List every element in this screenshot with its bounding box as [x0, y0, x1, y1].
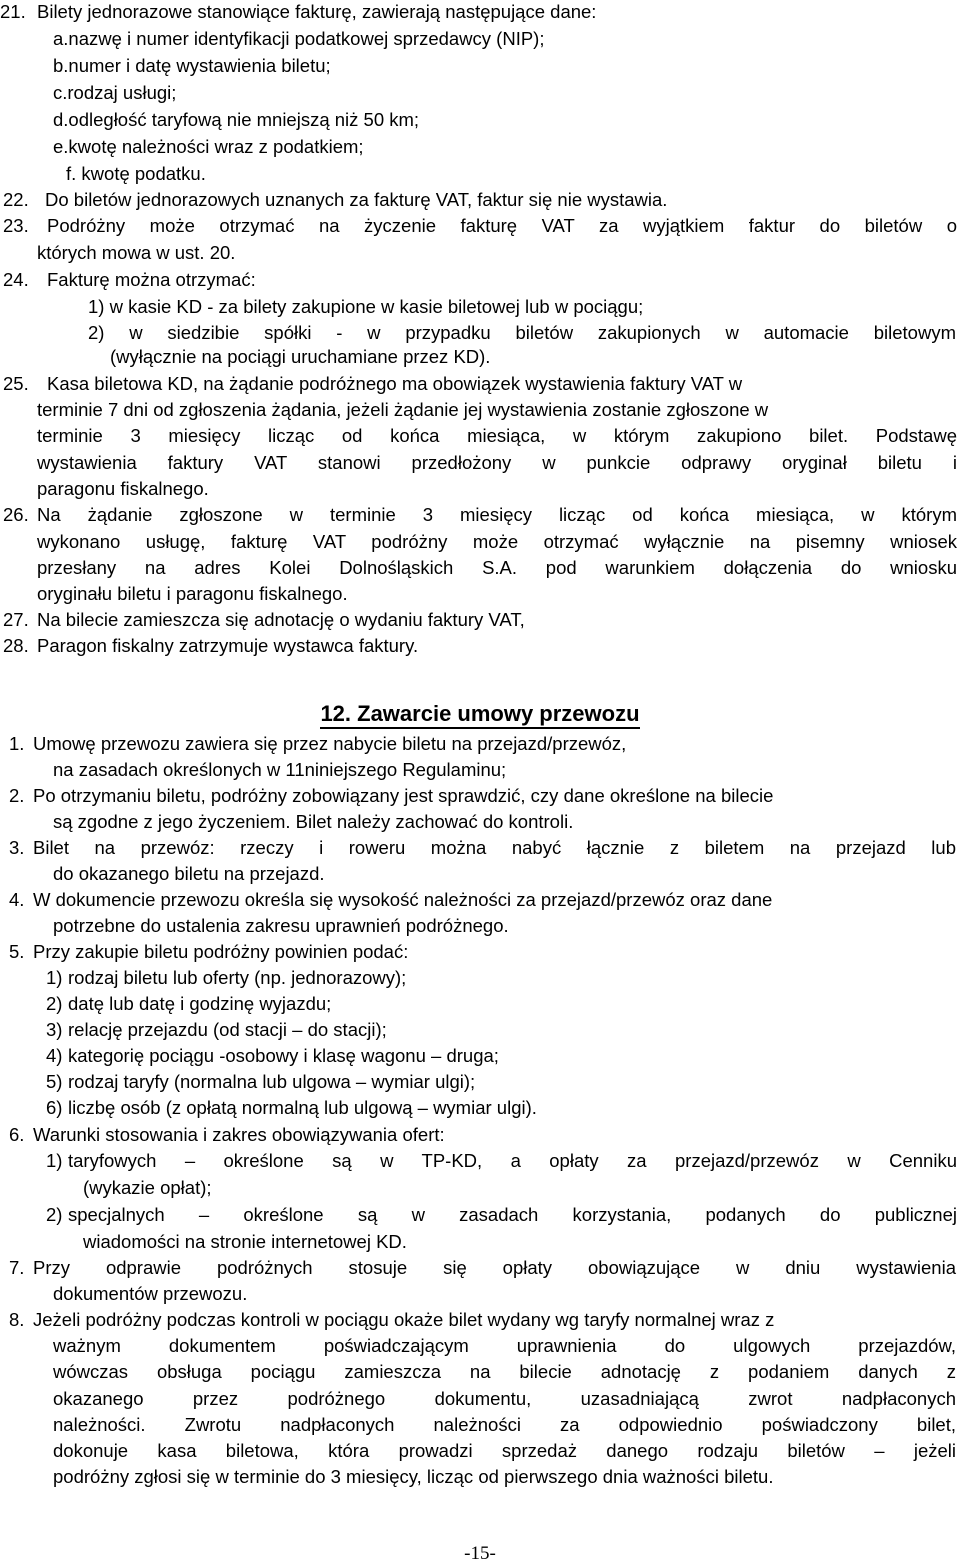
item-number: 1. [9, 733, 25, 754]
subitem-number: 6) [46, 1097, 63, 1118]
item-text: których mowa w ust. 20. [37, 242, 236, 263]
subitem-number: 1) [46, 967, 63, 988]
item-text: Na żądanie zgłoszone w terminie 3 miesięcy licząc od końca miesiąca, w którym [37, 504, 957, 525]
item-text: na zasadach określonych w 11niniejszego Regulaminu; [53, 759, 507, 780]
subitem-text: (wykazie opłat); [83, 1177, 212, 1198]
subitem-number: 3) [46, 1019, 63, 1040]
section-heading [0, 701, 960, 727]
item-number: 24. [3, 269, 29, 290]
item-text: Podróżny może otrzymać na życzenie fakturę VAT za wyjątkiem faktur do biletów o [47, 215, 957, 236]
item-number: 7. [9, 1257, 25, 1278]
subitem-number: 4) [46, 1045, 63, 1066]
subitem-number: 2) [46, 993, 63, 1014]
subitem-text: b.numer i datę wystawienia biletu; [53, 55, 331, 76]
item-text: Przy zakupie biletu podróżny powinien podać: [33, 941, 409, 962]
item-text: okazanego przez podróżnego dokumentu, uzasadniającą zwrot nadpłaconych [53, 1388, 956, 1409]
item-text: Bilety jednorazowe stanowiące fakturę, zawierają następujące dane: [37, 1, 597, 22]
item-text: potrzebne do ustalenia zakresu uprawnień podróżnego. [53, 915, 509, 936]
item-text: Warunki stosowania i zakres obowiązywania ofert: [33, 1124, 445, 1145]
item-text: ważnym dokumentem poświadczającym uprawnienia do ulgowych przejazdów, [53, 1335, 956, 1356]
subitem-text: 1) w kasie KD - za bilety zakupione w kasie biletowej lub w pociągu; [88, 296, 644, 317]
item-text: wówczas obsługa pociągu zamieszcza na bilecie adnotację z podaniem danych z [53, 1361, 956, 1382]
item-number: 26. [3, 504, 29, 525]
subitem-text: kategorię pociągu -osobowy i klasę wagonu – druga; [68, 1045, 499, 1066]
item-text: przesłany na adres Kolei Dolnośląskich S.A. pod warunkiem dołączenia do wniosku [37, 557, 957, 578]
subitem-text: datę lub datę i godzinę wyjazdu; [68, 993, 332, 1014]
item-text: W dokumencie przewozu określa się wysokość należności za przejazd/przewóz oraz dane [33, 889, 773, 910]
item-text: dokumentów przewozu. [53, 1283, 248, 1304]
item-number: 3. [9, 837, 25, 858]
subitem-text: a.nazwę i numer identyfikacji podatkowej sprzedawcy (NIP); [53, 28, 545, 49]
item-text: wystawienia faktury VAT stanowi przedłożony w punkcie odprawy oryginał biletu i [37, 452, 957, 473]
section-title: 12. Zawarcie umowy przewozu [320, 701, 639, 729]
subitem-text: wiadomości na stronie internetowej KD. [83, 1231, 407, 1252]
subitem-text: 2) w siedzibie spółki - w przypadku biletów zakupionych w automacie biletowym [88, 322, 956, 343]
page-number: -15- [464, 1543, 496, 1564]
item-text: Umowę przewozu zawiera się przez nabycie biletu na przejazd/przewóz, [33, 733, 627, 754]
item-text: paragonu fiskalnego. [37, 478, 209, 499]
subitem-text: rodzaj taryfy (normalna lub ulgowa – wymiar ulgi); [68, 1071, 476, 1092]
item-number: 28. [3, 635, 29, 656]
item-number: 4. [9, 889, 25, 910]
item-text: Na bilecie zamieszcza się adnotację o wydaniu faktury VAT, [37, 609, 525, 630]
item-text: podróżny zgłosi się w terminie do 3 miesięcy, licząc od pierwszego dnia ważności biletu. [53, 1466, 774, 1487]
subitem-number: 1) [46, 1150, 63, 1171]
subitem-text: (wyłącznie na pociągi uruchamiane przez KD). [110, 346, 491, 367]
item-text: do okazanego biletu na przejazd. [53, 863, 325, 884]
item-number: 23. [3, 215, 29, 236]
item-number: 25. [3, 373, 29, 394]
item-text: Paragon fiskalny zatrzymuje wystawca faktury. [37, 635, 419, 656]
subitem-text: c.rodzaj usługi; [53, 82, 177, 103]
item-number: 21. [0, 1, 26, 22]
item-text: terminie 3 miesięcy licząc od końca miesiąca, w którym zakupiono bilet. Podstawę [37, 425, 957, 446]
item-text: oryginału biletu i paragonu fiskalnego. [37, 583, 348, 604]
subitem-text: taryfowych – określone są w TP-KD, a opłaty za przejazd/przewóz w Cenniku [68, 1150, 957, 1171]
item-text: Kasa biletowa KD, na żądanie podróżnego ma obowiązek wystawienia faktury VAT w [47, 373, 743, 394]
item-number: 5. [9, 941, 25, 962]
subitem-text: relację przejazdu (od stacji – do stacji); [68, 1019, 387, 1040]
subitem-text: rodzaj biletu lub oferty (np. jednorazowy); [68, 967, 407, 988]
item-text: dokonuje kasa biletowa, która prowadzi sprzedaż danego rodzaju biletów – jeżeli [53, 1440, 956, 1461]
subitem-text: specjalnych – określone są w zasadach korzystania, podanych do publicznej [68, 1204, 957, 1225]
item-text: są zgodne z jego życzeniem. Bilet należy zachować do kontroli. [53, 811, 574, 832]
item-number: 2. [9, 785, 25, 806]
item-text: należności. Zwrotu nadpłaconych należności za odpowiednio poświadczony bilet, [53, 1414, 956, 1435]
subitem-number: 2) [46, 1204, 63, 1225]
item-number: 27. [3, 609, 29, 630]
item-number: 8. [9, 1309, 25, 1330]
item-text: Przy odprawie podróżnych stosuje się opłaty obowiązujące w dniu wystawienia [33, 1257, 956, 1278]
item-text: terminie 7 dni od zgłoszenia żądania, jeżeli żądanie jej wystawienia zostanie zgłoszone w [37, 399, 769, 420]
subitem-number: 5) [46, 1071, 63, 1092]
subitem-text: d.odległość taryfową nie mniejszą niż 50 km; [53, 109, 420, 130]
subitem-text: e.kwotę należności wraz z podatkiem; [53, 136, 364, 157]
item-number: 6. [9, 1124, 25, 1145]
item-text: Do biletów jednorazowych uznanych za fakturę VAT, faktur się nie wystawia. [45, 189, 668, 210]
item-text: wykonano usługę, fakturę VAT podróżny może otrzymać wyłącznie na pisemny wniosek [37, 531, 957, 552]
item-text: Po otrzymaniu biletu, podróżny zobowiązany jest sprawdzić, czy dane określone na bilecie [33, 785, 774, 806]
subitem-text: liczbę osób (z opłatą normalną lub ulgową – wymiar ulgi). [68, 1097, 537, 1118]
item-text: Bilet na przewóz: rzeczy i roweru można nabyć łącznie z biletem na przejazd lub [33, 837, 956, 858]
item-text: Fakturę można otrzymać: [47, 269, 256, 290]
item-number: 22. [3, 189, 29, 210]
subitem-text: f. kwotę podatku. [66, 163, 206, 184]
item-text: Jeżeli podróżny podczas kontroli w pociągu okaże bilet wydany wg taryfy normalnej wraz z [33, 1309, 775, 1330]
